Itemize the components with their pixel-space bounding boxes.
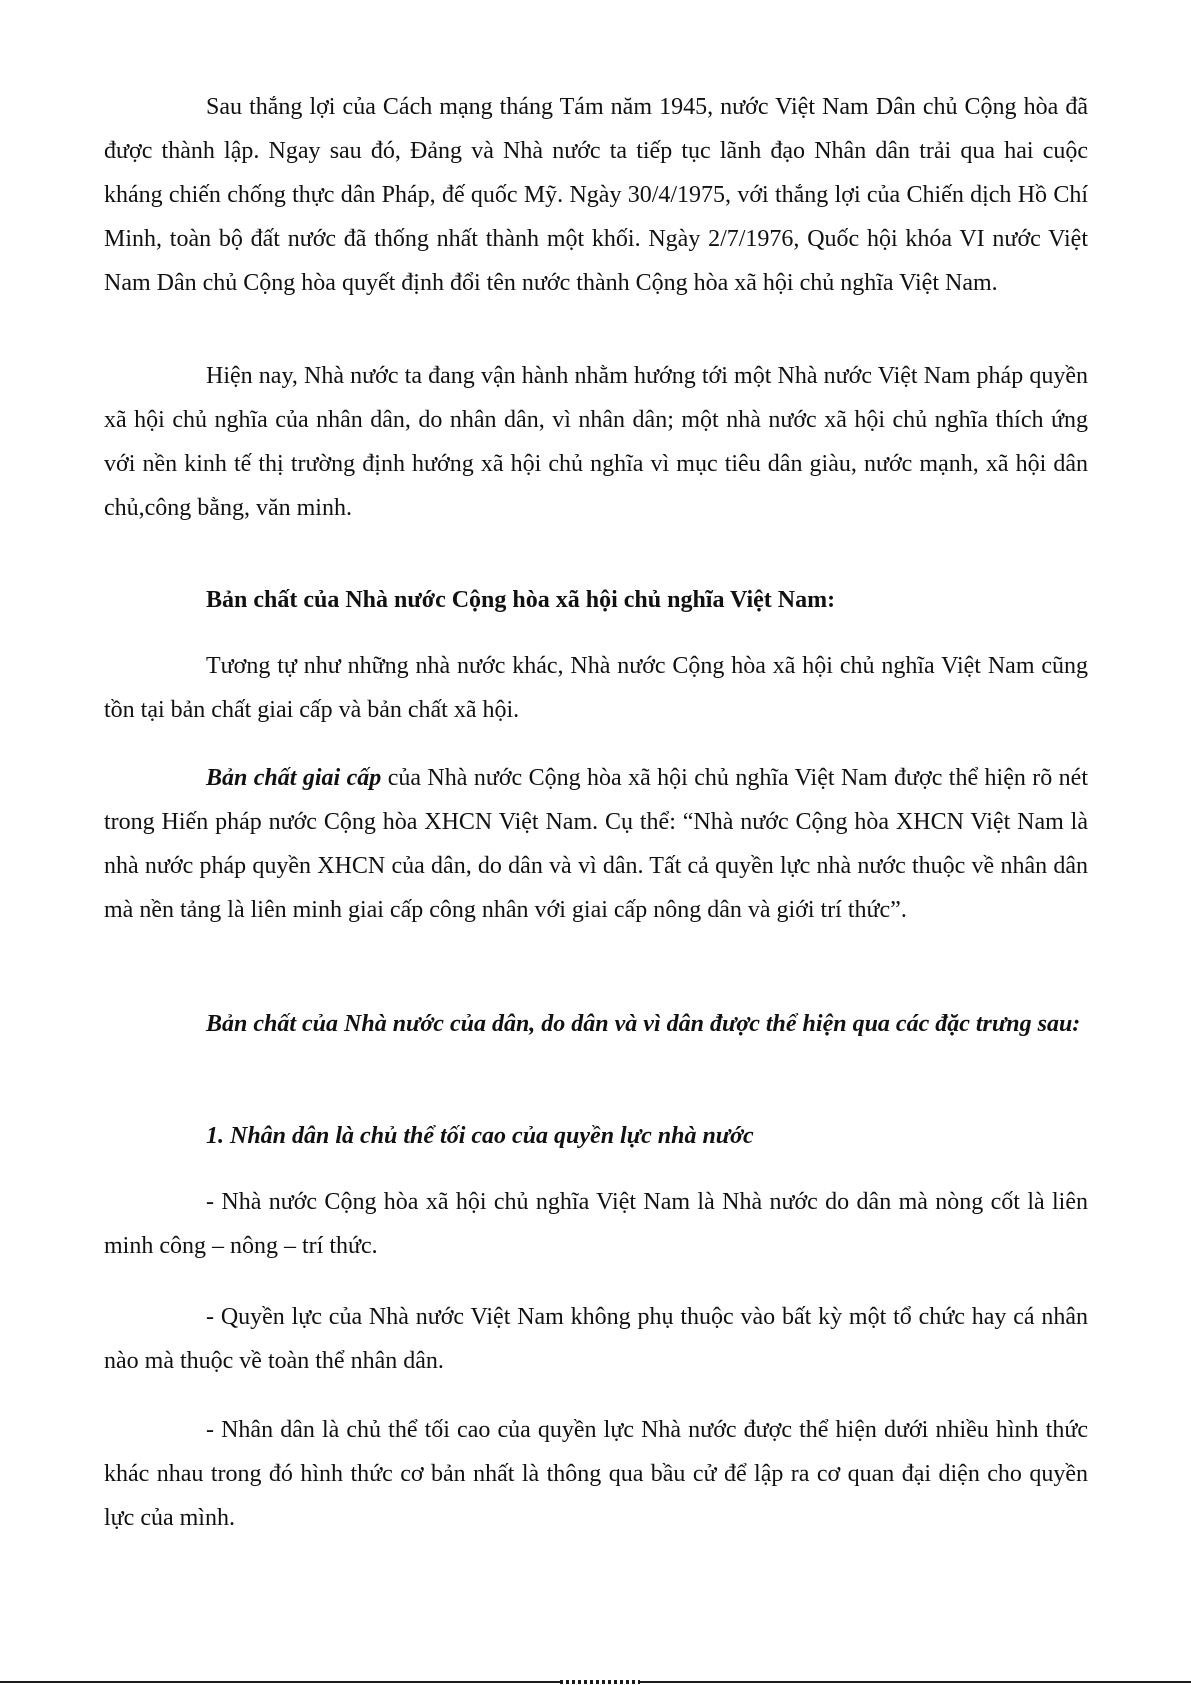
bullet-item: - Nhà nước Cộng hòa xã hội chủ nghĩa Việt Nam là Nhà nước do dân mà nòng cốt là liên minh công – nông – trí thức. [104,1189,1088,1259]
heading-features: Bản chất của Nhà nước của dân, do dân và vì dân được thể hiện qua các đặc trưng sau: [206,1011,1081,1037]
paragraph-history: Sau thắng lợi của Cách mạng tháng Tám năm 1945, nước Việt Nam Dân chủ Cộng hòa đã được thành lập. Ngay sau đó, Đảng và Nhà nước ta tiếp tục lãnh đạo Nhân dân trải qua hai cuộc kháng chiến chống thực dân Pháp, đế quốc Mỹ. Ngày 30/4/1975, với thắng lợi của Chiến dịch Hồ Chí Minh, toàn bộ đất nước đã thống nhất thành một khối. Ngày 2/7/1976, Quốc hội khóa VI nước Việt Nam Dân chủ Cộng hòa quyết định đổi tên nước thành Cộng hòa xã hội chủ nghĩa Việt Nam. [104,94,1088,296]
bullet-item: - Quyền lực của Nhà nước Việt Nam không phụ thuộc vào bất kỳ một tổ chức hay cá nhân nào mà thuộc về toàn thể nhân dân. [104,1304,1088,1374]
heading-point-1: 1. Nhân dân là chủ thể tối cao của quyền lực nhà nước [206,1123,754,1149]
class-nature-rest: của Nhà nước Cộng hòa xã hội chủ nghĩa Việt Nam được thể hiện rõ nét trong Hiến pháp nước Cộng hòa XHCN Việt Nam. Cụ thể: “Nhà nước Cộng hòa XHCN Việt Nam là nhà nước pháp quyền XHCN của dân, do dân và vì dân. Tất cả quyền lực nhà nước thuộc về nhân dân mà nền tảng là liên minh giai cấp công nhân với giai cấp nông dân và giới trí thức”. [104,765,1089,923]
paragraph-class-nature [104,756,1088,932]
class-nature-lead: Bản chất giai cấp [206,765,382,791]
page-bottom-rule-dashes [560,1680,640,1684]
paragraph-similar: Tương tự như những nhà nước khác, Nhà nước Cộng hòa xã hội chủ nghĩa Việt Nam cũng tồn tại bản chất giai cấp và bản chất xã hội. [104,653,1088,723]
heading-nature: Bản chất của Nhà nước Cộng hòa xã hội chủ nghĩa Việt Nam: [206,587,836,613]
bullet-item: - Nhân dân là chủ thể tối cao của quyền lực Nhà nước được thể hiện dưới nhiều hình thức khác nhau trong đó hình thức cơ bản nhất là thông qua bầu cử để lập ra cơ quan đại diện cho quyền lực của mình. [104,1417,1088,1531]
paragraph-present: Hiện nay, Nhà nước ta đang vận hành nhằm hướng tới một Nhà nước Việt Nam pháp quyền xã hội chủ nghĩa của nhân dân, do nhân dân, vì nhân dân; một nhà nước xã hội chủ nghĩa thích ứng với nền kinh tế thị trường định hướng xã hội chủ nghĩa vì mục tiêu dân giàu, nước mạnh, xã hội dân chủ,công bằng, văn minh. [104,363,1088,521]
